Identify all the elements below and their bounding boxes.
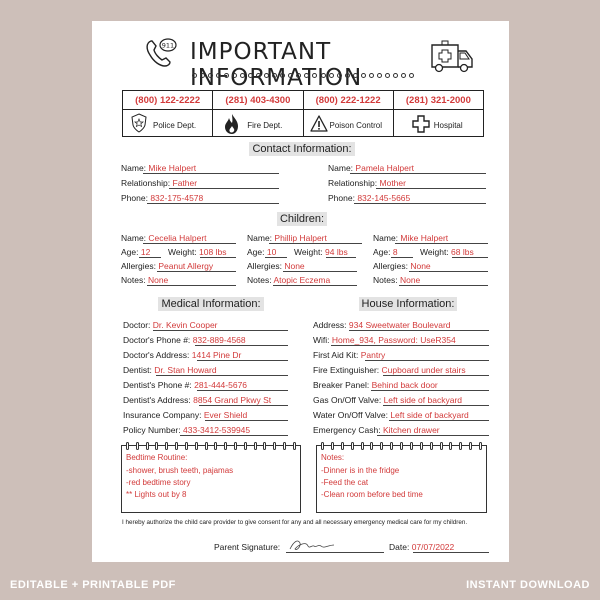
police-badge-icon — [131, 113, 147, 133]
date-label: Date: — [389, 542, 410, 552]
page-title: IMPORTANT INFORMATION — [190, 39, 363, 91]
signature-label: Parent Signature: — [214, 542, 281, 552]
child-age-field[interactable]: Age: 12 — [121, 247, 151, 257]
date-field[interactable] — [389, 542, 489, 552]
notepad-spiral — [317, 442, 486, 450]
ambulance-icon — [430, 39, 474, 75]
house-emergency-cash-field[interactable]: Emergency Cash: Kitchen drawer — [313, 425, 440, 435]
medical-dentist-address-field[interactable]: Dentist's Address: 8854 Grand Pkwy St — [123, 395, 272, 405]
medical-policy-field[interactable]: Policy Number: 433-3412-539945 — [123, 425, 251, 435]
emergency-police — [123, 91, 213, 136]
phone-911-icon — [142, 35, 178, 71]
contact-heading: Contact Information: — [242, 143, 362, 155]
medical-heading: Medical Information: — [156, 298, 266, 310]
medical-doctor-address-field[interactable]: Doctor's Address: 1414 Pine Dr — [123, 350, 242, 360]
medical-dentist-field[interactable]: Dentist: Dr. Stan Howard — [123, 365, 217, 375]
child-weight-field[interactable]: Weight: 108 lbs — [168, 247, 227, 257]
fire-icon — [223, 113, 241, 135]
emergency-label: Fire Dept. — [247, 121, 283, 130]
house-breaker-panel-field[interactable]: Breaker Panel: Behind back door — [313, 380, 438, 390]
child-notes-field[interactable]: Notes: None — [373, 275, 421, 285]
house-address-field[interactable]: Address: 934 Sweetwater Boulevard — [313, 320, 451, 330]
signature-field[interactable] — [214, 542, 364, 552]
emergency-numbers — [122, 90, 484, 137]
contact-right-relationship-field[interactable]: Relationship: Mother — [328, 178, 406, 188]
title-dots — [192, 73, 414, 79]
notes-line: -Dinner is in the fridge — [321, 466, 400, 475]
notes-line: -Feed the cat — [321, 478, 369, 487]
emergency-number: (281) 403-4300 — [225, 95, 291, 106]
signature-scribble — [286, 537, 346, 553]
medical-doctor-field[interactable]: Doctor: Dr. Kevin Cooper — [123, 320, 218, 330]
contact-left-phone-field[interactable]: Phone: 832-175-4578 — [121, 193, 204, 203]
house-first-aid-field[interactable]: First Aid Kit: Pantry — [313, 350, 386, 360]
notes-box[interactable] — [316, 445, 487, 513]
house-fire-extinguisher-field[interactable]: Fire Extinguisher: Cupboard under stairs — [313, 365, 466, 375]
form-page — [92, 21, 509, 562]
medical-dentist-phone-field[interactable]: Dentist's Phone #: 281-444-5676 — [123, 380, 248, 390]
emergency-number: (800) 222-1222 — [315, 95, 381, 106]
child-age-field[interactable]: Age: 8 — [373, 247, 398, 257]
authorization-text: I hereby authorize the child care provider to give consent for any and all necessary emergency medical care for my children. — [122, 519, 468, 526]
child-name-field[interactable]: Name: Phillip Halpert — [247, 233, 327, 243]
children-heading: Children: — [262, 213, 342, 225]
medical-insurance-field[interactable]: Insurance Company: Ever Shield — [123, 410, 248, 420]
contact-right-name-field[interactable]: Name: Pamela Halpert — [328, 163, 415, 173]
child-name-field[interactable]: Name: Mike Halpert — [373, 233, 449, 243]
medical-doctor-phone-field[interactable]: Doctor's Phone #: 832-889-4568 — [123, 335, 246, 345]
emergency-label: Poison Control — [329, 121, 382, 130]
child-notes-field[interactable]: Notes: None — [121, 275, 169, 285]
bedtime-line: ** Lights out by 8 — [126, 490, 187, 499]
warning-icon — [310, 115, 328, 133]
emergency-number: (800) 122-2222 — [135, 95, 201, 106]
footer-editable-label: EDITABLE + PRINTABLE PDF — [10, 579, 176, 591]
child-allergies-field[interactable]: Allergies: None — [247, 261, 305, 271]
emergency-hospital — [394, 91, 483, 136]
header — [92, 21, 509, 91]
bedtime-routine-box[interactable] — [121, 445, 301, 513]
house-gas-valve-field[interactable]: Gas On/Off Valve: Left side of backyard — [313, 395, 462, 405]
contact-left-name-field[interactable]: Name: Mike Halpert — [121, 163, 197, 173]
notes-title: Notes: — [321, 453, 345, 462]
date-value: 07/07/2022 — [411, 542, 455, 552]
notes-line: -Clean room before bed time — [321, 490, 423, 499]
child-weight-field[interactable]: Weight: 94 lbs — [294, 247, 348, 257]
house-wifi-field[interactable]: Wifi: Home_934, Password: UseR354 — [313, 335, 456, 345]
contact-right-phone-field[interactable]: Phone: 832-145-5665 — [328, 193, 411, 203]
footer-download-label: INSTANT DOWNLOAD — [466, 579, 590, 591]
bedtime-line: -red bedtime story — [126, 478, 191, 487]
child-allergies-field[interactable]: Allergies: None — [373, 261, 431, 271]
child-weight-field[interactable]: Weight: 68 lbs — [420, 247, 474, 257]
house-heading: House Information: — [354, 298, 462, 310]
child-notes-field[interactable]: Notes: Atopic Eczema — [247, 275, 331, 285]
bedtime-line: -shower, brush teeth, pajamas — [126, 466, 234, 475]
notepad-spiral — [122, 442, 300, 450]
contact-left-relationship-field[interactable]: Relationship: Father — [121, 178, 198, 188]
house-water-valve-field[interactable]: Water On/Off Valve: Left side of backyard — [313, 410, 469, 420]
emergency-fire — [213, 91, 303, 136]
phone-badge-text: 911 — [161, 41, 175, 50]
child-allergies-field[interactable]: Allergies: Peanut Allergy — [121, 261, 214, 271]
emergency-poison — [304, 91, 394, 136]
cross-icon — [412, 115, 430, 133]
child-name-field[interactable]: Name: Cecelia Halpert — [121, 233, 207, 243]
emergency-label: Hospital — [433, 121, 463, 130]
child-age-field[interactable]: Age: 10 — [247, 247, 277, 257]
bedtime-title: Bedtime Routine: — [126, 453, 188, 462]
emergency-label: Police Dept. — [153, 121, 197, 130]
emergency-number: (281) 321-2000 — [405, 95, 471, 106]
